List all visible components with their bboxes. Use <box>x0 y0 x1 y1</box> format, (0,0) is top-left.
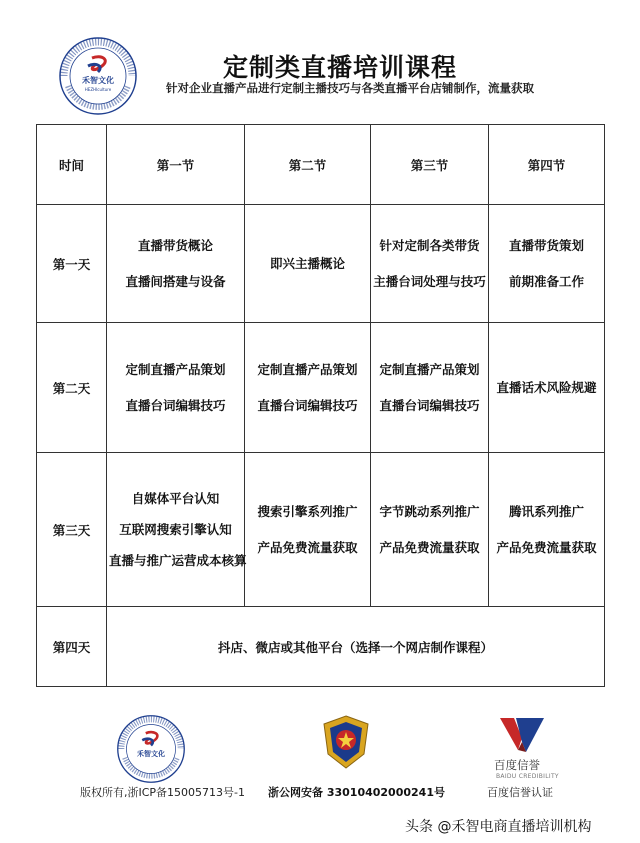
course-cell <box>371 205 489 323</box>
course-cell <box>107 453 245 607</box>
course-line: 针对定制各类带货 <box>379 237 480 253</box>
header-session-4: 第四节 <box>489 125 605 205</box>
day-label: 第一天 <box>37 205 107 323</box>
page-subtitle: 针对企业直播产品进行定制主播技巧与各类直播平台店铺制作，流量获取 <box>166 81 534 95</box>
course-line: 定制直播产品策划 <box>257 361 358 377</box>
header-session-2: 第二节 <box>245 125 371 205</box>
day-label: 第二天 <box>37 323 107 453</box>
course-line: 定制直播产品策划 <box>125 361 226 377</box>
course-line: 搜索引擎系列推广 <box>257 503 358 519</box>
header-time: 时间 <box>37 125 107 205</box>
police-record: 浙公网安备 33010402000241号 <box>268 786 445 799</box>
baidu-credibility-en: BAIDU CREDIBILITY <box>496 773 559 780</box>
company-logo <box>58 36 138 116</box>
course-line: 直播话术风险规避 <box>496 379 597 395</box>
course-line: 产品免费流量获取 <box>379 539 480 555</box>
course-cell <box>107 323 245 453</box>
police-emblem-icon <box>320 714 372 770</box>
company-logo-small <box>116 714 186 784</box>
header-session-1: 第一节 <box>107 125 245 205</box>
course-cell <box>245 453 371 607</box>
table-row <box>37 453 605 607</box>
course-line: 直播台词编辑技巧 <box>257 397 358 413</box>
course-cell <box>489 323 605 453</box>
course-line: 直播间搭建与设备 <box>125 273 226 289</box>
course-cell <box>371 323 489 453</box>
course-cell <box>245 323 371 453</box>
baidu-credibility-name: 百度信誉 <box>494 758 540 772</box>
table-row <box>37 205 605 323</box>
course-line: 主播台词处理与技巧 <box>373 273 486 289</box>
course-cell <box>371 453 489 607</box>
course-line: 直播带货概论 <box>137 237 213 253</box>
icp-record: 版权所有,浙ICP备15005713号-1 <box>80 786 246 799</box>
table-row <box>37 607 605 687</box>
day-label: 第四天 <box>37 607 107 687</box>
svg-text:HEZHIculture: HEZHIculture <box>84 87 112 92</box>
course-cell <box>245 205 371 323</box>
page-title: 定制类直播培训课程 <box>222 53 457 82</box>
footer <box>0 700 640 843</box>
course-line: 定制直播产品策划 <box>379 361 480 377</box>
course-line: 自媒体平台认知 <box>131 491 220 506</box>
course-line: 直播与推广运营成本核算 <box>109 553 247 568</box>
logo-text: 禾智文化 <box>82 76 114 85</box>
table-row <box>37 323 605 453</box>
course-line: 直播台词编辑技巧 <box>379 397 480 413</box>
course-line: 即兴主播概论 <box>269 255 345 271</box>
course-cell-wide: 抖店、微店或其他平台（选择一个网店制作课程） <box>107 607 605 687</box>
course-line: 产品免费流量获取 <box>257 539 358 555</box>
course-line: 直播带货策划 <box>508 237 584 253</box>
course-cell <box>489 205 605 323</box>
logo-text-small: 禾智文化 <box>137 750 165 758</box>
header-session-3: 第三节 <box>371 125 489 205</box>
course-line: 腾讯系列推广 <box>508 503 584 519</box>
course-schedule-table <box>36 124 605 687</box>
watermark: 头条 @禾智电商直播培训机构 <box>405 819 592 835</box>
course-line: 直播台词编辑技巧 <box>125 397 226 413</box>
course-line: 互联网搜索引擎认知 <box>119 522 232 537</box>
course-cell <box>489 453 605 607</box>
course-line: 产品免费流量获取 <box>496 539 597 555</box>
course-line: 前期准备工作 <box>508 273 584 289</box>
baidu-certification: 百度信誉认证 <box>487 786 553 799</box>
day-label: 第三天 <box>37 453 107 607</box>
course-cell <box>107 205 245 323</box>
course-line: 字节跳动系列推广 <box>379 503 480 519</box>
baidu-credibility-icon <box>496 716 548 754</box>
table-header-row <box>37 125 605 205</box>
